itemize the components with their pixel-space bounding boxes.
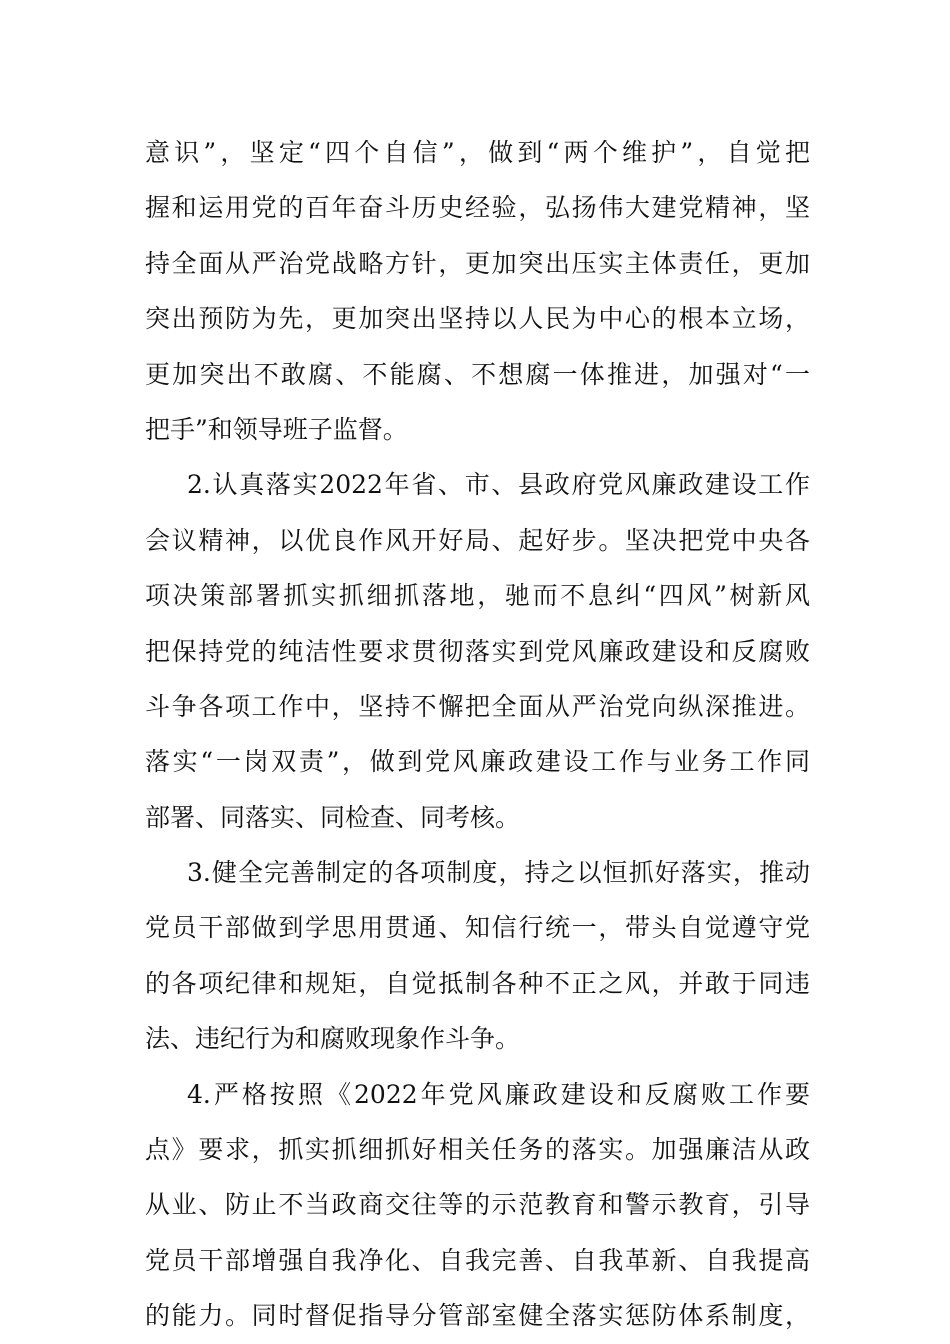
- text-line: 项决策部署抓实抓细抓落地，驰而不息纠“四风”树新风: [145, 581, 810, 611]
- text-line: 党员干部增强自我净化、自我完善、自我革新、自我提高: [145, 1245, 810, 1275]
- paragraph-4: [145, 1067, 810, 1344]
- text-line: 点》要求，抓实抓细抓好相关任务的落实。加强廉洁从政: [145, 1135, 810, 1165]
- text-line: 会议精神，以优良作风开好局、起好步。坚决把党中央各: [145, 525, 810, 555]
- paragraph-3: [145, 845, 810, 1067]
- text-line: 更加突出不敢腐、不能腐、不想腐一体推进，加强对“一: [145, 359, 810, 389]
- text-line: 斗争各项工作中，坚持不懈把全面从严治党向纵深推进。: [145, 691, 810, 721]
- text-line: 的能力。同时督促指导分管部室健全落实惩防体系制度，: [145, 1301, 810, 1331]
- text-line: 3.健全完善制定的各项制度，持之以恒抓好落实，推动: [187, 858, 810, 888]
- text-line: 党员干部做到学思用贯通、知信行统一，带头自觉遵守党: [145, 913, 810, 943]
- text-line: 落实“一岗双责”，做到党风廉政建设工作与业务工作同: [145, 747, 810, 777]
- text-line: 意识”，坚定“四个自信”，做到“两个维护”，自觉把: [145, 138, 810, 167]
- text-line: 部署、同落实、同检查、同考核。: [145, 802, 521, 832]
- text-line: 4.严格按照《2022年党风廉政建设和反腐败工作要: [187, 1079, 810, 1109]
- text-line: 把手”和领导班子监督。: [145, 414, 408, 444]
- text-line: 法、违纪行为和腐败现象作斗争。: [145, 1024, 521, 1054]
- paragraph-2: [145, 457, 810, 845]
- body-text: [145, 125, 810, 1344]
- text-line: 握和运用党的百年奋斗历史经验，弘扬伟大建党精神，坚: [145, 193, 810, 223]
- text-line: 2.认真落实2022年省、市、县政府党风廉政建设工作: [187, 470, 810, 500]
- text-line: 从业、防止不当政商交往等的示范教育和警示教育，引导: [145, 1190, 810, 1220]
- paragraph-1: [145, 125, 810, 457]
- text-line: 突出预防为先，更加突出坚持以人民为中心的根本立场，: [145, 304, 810, 334]
- text-line: 把保持党的纯洁性要求贯彻落实到党风廉政建设和反腐败: [145, 636, 810, 666]
- text-line: 持全面从严治党战略方针，更加突出压实主体责任，更加: [145, 248, 810, 278]
- text-line: 的各项纪律和规矩，自觉抵制各种不正之风，并敢于同违: [145, 968, 810, 998]
